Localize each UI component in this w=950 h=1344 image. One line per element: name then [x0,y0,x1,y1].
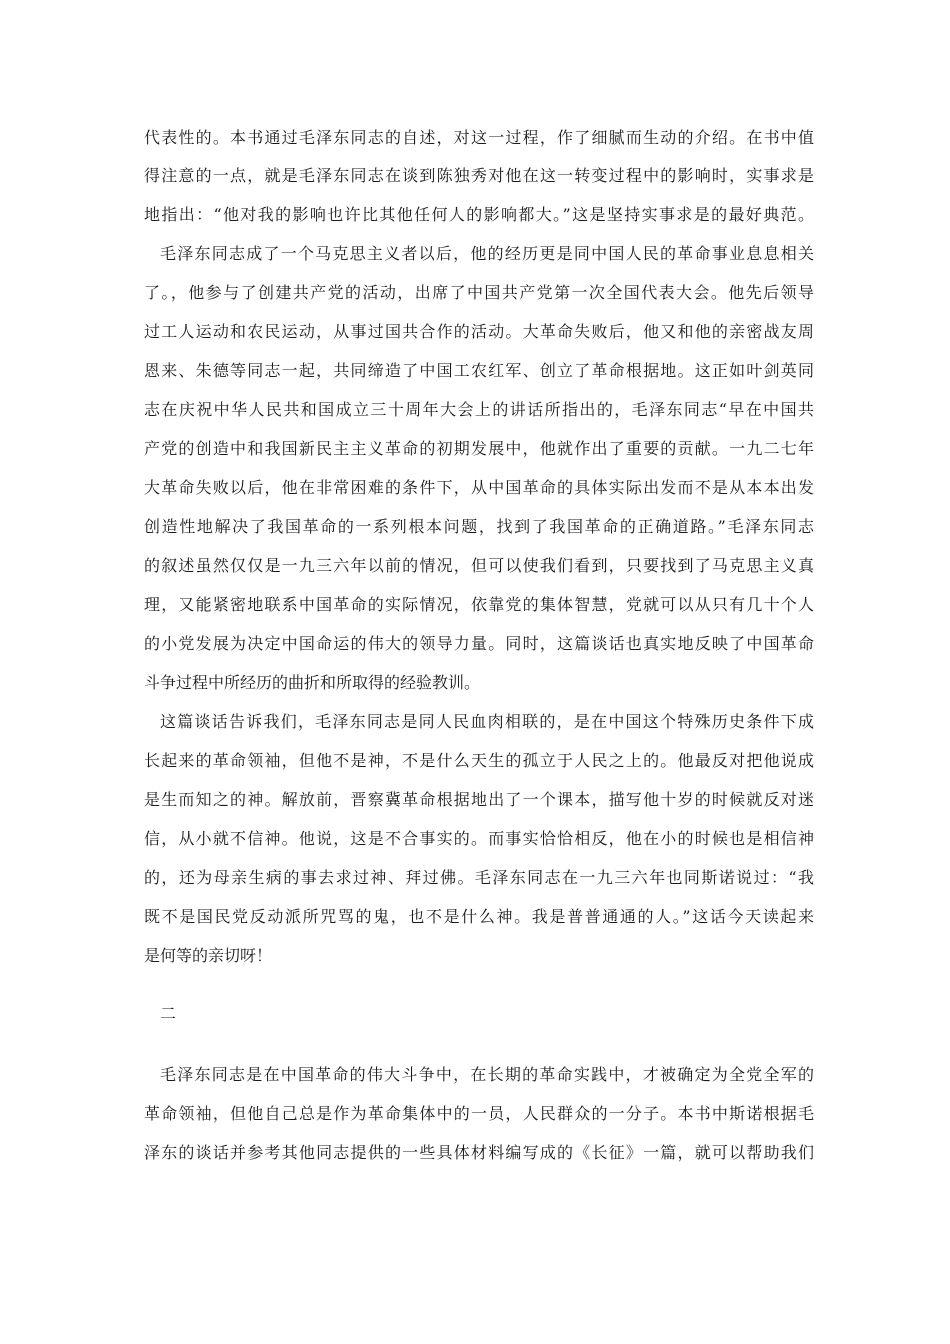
paragraph-line: 既不是国民党反动派所咒骂的鬼，也不是什么神。我是普普通通的人。”这话今天读起来 [144,907,814,926]
paragraph-line: 代表性的。本书通过毛泽东同志的自述，对这一过程，作了细腻而生动的介绍。在书中值 [144,128,814,147]
paragraph-line: 创造性地解决了我国革命的一系列根本问题，找到了我国革命的正确道路。”毛泽东同志 [144,517,814,536]
paragraph-line: 理，又能紧密地联系中国革命的实际情况，依靠党的集体智慧，党就可以从只有几十个人 [144,595,814,614]
paragraph-first-line: 毛泽东同志成了一个马克思主义者以后，他的经历更是同中国人民的革命事业息息相关 [160,244,814,263]
paragraph-line: 信，从小就不信神。他说，这是不合事实的。而事实恰恰相反，他在小的时候也是相信神 [144,829,814,848]
paragraph-line: 大革命失败以后，他在非常困难的条件下，从中国革命的具体实际出发而不是从本本出发 [144,478,814,497]
paragraph-line: 的小党发展为决定中国命运的伟大的领导力量。同时，这篇谈话也真实地反映了中国革命 [144,634,814,653]
paragraph-last-line: 斗争过程中所经历的曲折和所取得的经验教训。 [144,673,481,692]
paragraph-line: 恩来、朱德等同志一起，共同缔造了中国工农红军、创立了革命根据地。这正如叶剑英同 [144,361,814,380]
paragraph-first-line: 这篇谈话告诉我们，毛泽东同志是同人民血肉相联的，是在中国这个特殊历史条件下成 [160,712,814,731]
paragraph-line: 的叙述虽然仅仅是一九三六年以前的情况，但可以使我们看到，只要找到了马克思主义真 [144,556,814,575]
paragraph-line: 了。，他参与了创建共产党的活动，出席了中国共产党第一次全国代表大会。他先后领导 [144,283,814,302]
section-heading: 二 [160,1004,177,1023]
paragraph-line: 革命领袖，但他自己总是作为革命集体中的一员，人民群众的一分子。本书中斯诺根据毛 [144,1104,814,1123]
paragraph-line: 得注意的一点，就是毛泽东同志在谈到陈独秀对他在这一转变过程中的影响时，实事求是 [144,166,814,185]
paragraph-first-line: 毛泽东同志是在中国革命的伟大斗争中，在长期的革命实践中，才被确定为全党全军的 [160,1065,814,1084]
paragraph-line: 地指出：“他对我的影响也许比其他任何人的影响都大。”这是坚持实事求是的最好典范。 [144,205,814,224]
paragraph-line: 志在庆祝中华人民共和国成立三十周年大会上的讲话所指出的，毛泽东同志“早在中国共 [144,400,814,419]
paragraph-line: 过工人运动和农民运动，从事过国共合作的活动。大革命失败后，他又和他的亲密战友周 [144,322,814,341]
paragraph-line: 产党的创造中和我国新民主主义革命的初期发展中，他就作出了重要的贡献。一九二七年 [144,439,814,458]
paragraph-line: 泽东的谈话并参考其他同志提供的一些具体材料编写成的《长征》一篇，就可以帮助我们 [144,1143,814,1162]
paragraph-last-line: 是何等的亲切呀！ [144,946,273,965]
paragraph-line: 的，还为母亲生病的事去求过神、拜过佛。毛泽东同志在一九三六年也同斯诺说过：“我 [144,868,814,887]
paragraph-line: 长起来的革命领袖，但他不是神，不是什么天生的孤立于人民之上的。他最反对把他说成 [144,751,814,770]
paragraph-line: 是生而知之的神。解放前，晋察冀革命根据地出了一个课本，描写他十岁的时候就反对迷 [144,790,814,809]
